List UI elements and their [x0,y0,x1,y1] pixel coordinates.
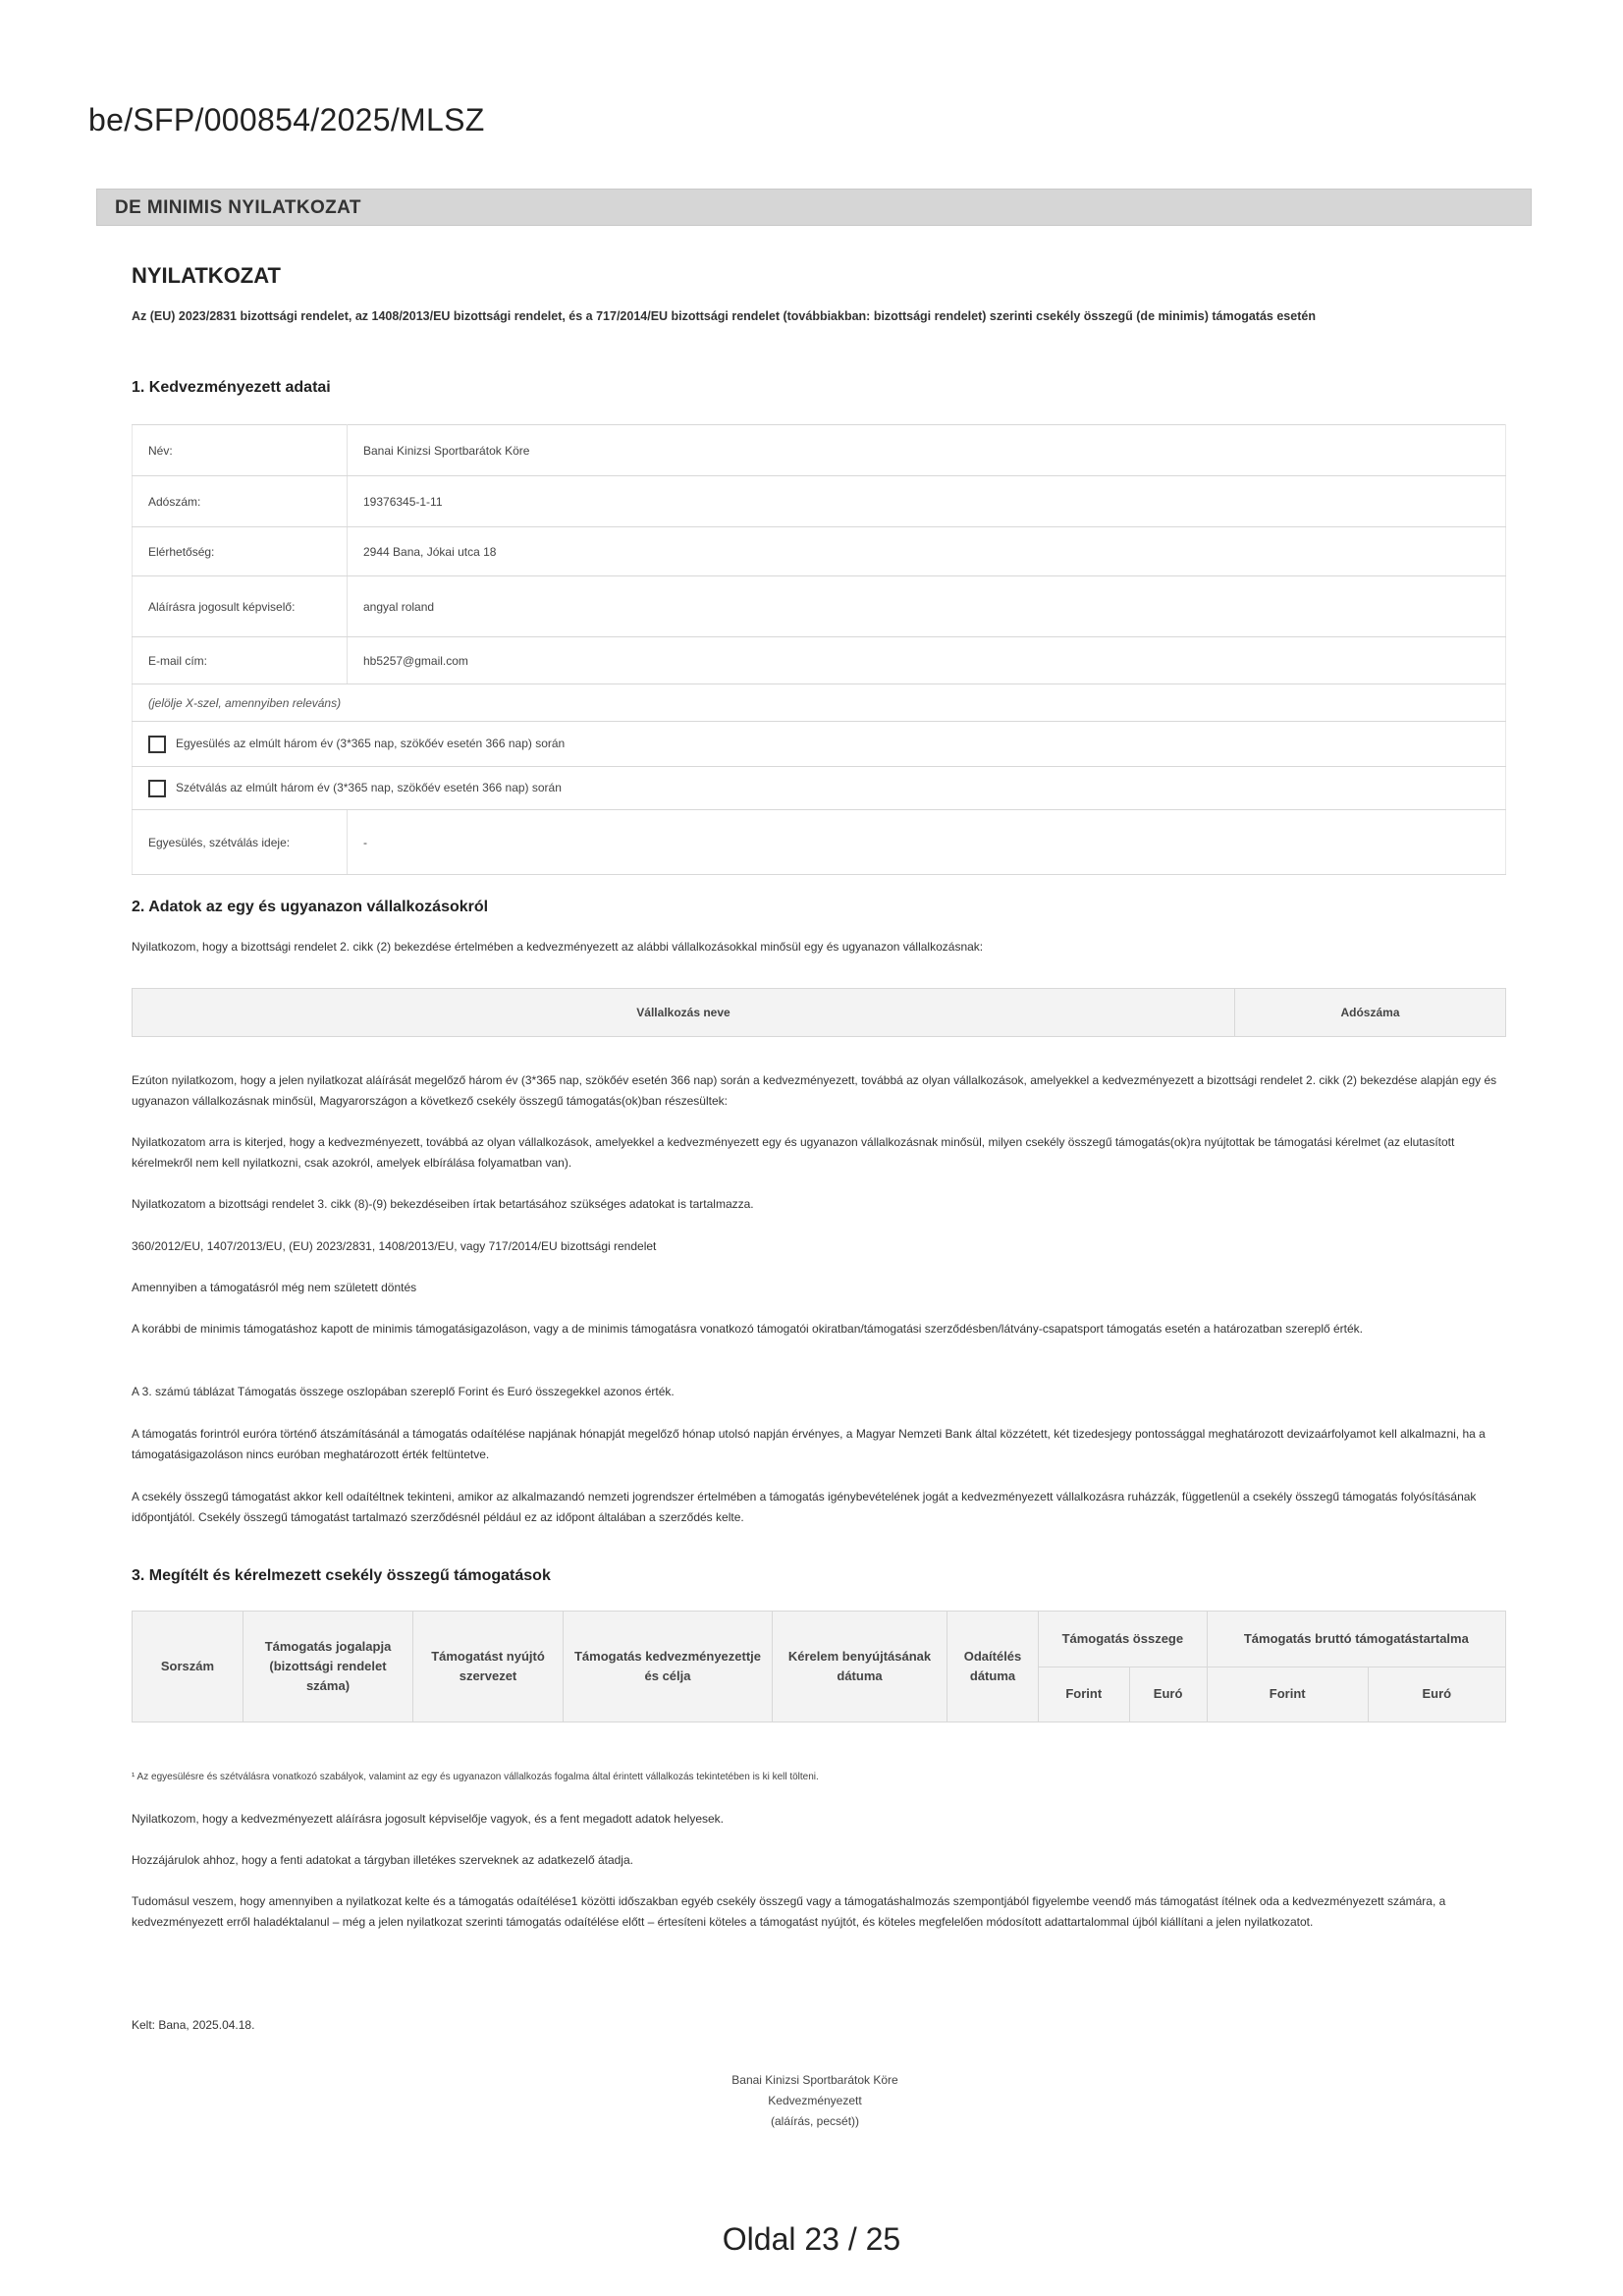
tax-number-label: Adószám: [133,476,348,527]
merger-checkbox-label: Egyesülés az elmúlt három év (3*365 nap, szökőév esetén 366 nap) során [176,736,566,750]
representative-label: Aláírásra jogosult képviselő: [133,576,348,637]
table-row [133,576,1506,637]
table-row [133,527,1506,576]
split-checkbox-label: Szétválás az elmúlt három év (3*365 nap, szökőév esetén 366 nap) során [176,780,562,794]
page-indicator: Oldal 23 / 25 [722,2221,901,2257]
email-value: hb5257@gmail.com [348,637,1506,684]
request-date-header: Kérelem benyújtásának dátuma [773,1612,947,1722]
enterprise-table [132,988,1506,1037]
table-row [133,684,1506,722]
table-header-row [133,1612,1506,1667]
document-id: be/SFP/000854/2025/MLSZ [88,102,485,137]
paragraph-previous-aid: A korábbi de minimis támogatáshoz kapott de minimis támogatásigazoláson, vagy a de minimis támogatásra vonatkozó támogatói okiratban/támogatási szerződésben/látvány-csapatsport támogatás esetén a határozatban szereplő érték. [132,1322,1364,1336]
mark-note: (jelölje X-szel, amennyiben releváns) [133,684,1506,722]
section3-title: 3. Megítélt és kérelmezett csekély összegű támogatások [132,1567,551,1584]
contact-label: Elérhetőség: [133,527,348,576]
form-banner [96,189,1532,226]
closing-representative: Nyilatkozom, hogy a kedvezményezett aláírásra jogosult képviselője vagyok, és a fent megadott adatok helyesek. [132,1812,724,1826]
gross-euro-header: Euró [1368,1667,1505,1722]
contact-value: 2944 Bana, Jókai utca 18 [348,527,1506,576]
paragraph-award-time: A csekély összegű támogatást akkor kell odaítéltnek tekinteni, amikor az alkalmazandó nemzeti jogrendszer értelmében a támogatás igénybevételének jogát a kedvezményezett vállalkozásra ruházzák, függetlenül a csekély összegű támogatás folyósításának időpontjától. Csekély összegű támogatást tartalmazó szerződésnél például ez az időpont általában a szerződés kelte. [132,1490,1477,1524]
support-table [132,1611,1506,1722]
signature-block [589,2070,1041,2132]
merger-date-label: Egyesülés, szétválás ideje: [133,810,348,875]
split-checkbox[interactable] [148,780,166,797]
gross-forint-header: Forint [1207,1667,1368,1722]
merger-option[interactable] [133,722,1506,767]
section2-title: 2. Adatok az egy és ugyanazon vállalkozásokról [132,899,489,915]
gross-header: Támogatás bruttó támogatástartalma [1207,1612,1505,1667]
email-label: E-mail cím: [133,637,348,684]
merger-date-value: - [348,810,1506,875]
main-title: NYILATKOZAT [132,263,281,288]
award-date-header: Odaítélés dátuma [947,1612,1039,1722]
table-row [133,425,1506,476]
name-label: Név: [133,425,348,476]
table-row [133,476,1506,527]
enterprise-name-header: Vállalkozás neve [133,989,1235,1037]
table-row [133,810,1506,875]
section1-title: 1. Kedvezményezett adatai [132,379,331,396]
paragraph-regulations: 360/2012/EU, 1407/2013/EU, (EU) 2023/2831, 1408/2013/EU, vagy 717/2014/EU bizottsági rendelet [132,1239,657,1253]
paragraph-exchange-rate: A támogatás forintról euróra történő átszámításánál a támogatás odaítélése napjának hónapját megelőző hónap utolsó napján érvényes, a Magyar Nemzeti Bank által közzétett, két tizedesjegy pontossággal meghatározott devizaárfolyamot kell alkalmazni, ha a támogatásigazoláson nincs euróban meghatározott érték feltüntetve. [132,1427,1486,1461]
tax-number-value: 19376345-1-11 [348,476,1506,527]
signature-note: (aláírás, pecsét)) [770,2114,860,2128]
amount-forint-header: Forint [1039,1667,1130,1722]
banner-title: DE MINIMIS NYILATKOZAT [115,197,361,218]
merger-checkbox[interactable] [148,736,166,753]
closing-acknowledgement: Tudomásul veszem, hogy amennyiben a nyilatkozat kelte és a támogatás odaítélése1 közötti időszakban egyéb csekély összegű vagy a támogatáshalmozás szempontjából figyelembe veendő más támogatást ítélnek oda a kedvezményezett számára, a kedvezményezett erről haladéktalanul – még a jelen nyilatkozat szerinti támogatás odaítélése előtt – értesíteni köteles a támogatást nyújtót, és köteles megfelelően módosított adattartalommal újból kiállítani a jelen nyilatkozatot. [132,1894,1446,1929]
paragraph-no-decision: Amennyiben a támogatásról még nem született döntés [132,1281,417,1294]
paragraph-article3: Nyilatkozatom a bizottsági rendelet 3. cikk (8)-(9) bekezdéseiben írtak betartásához szükséges adatokat is tartalmazza. [132,1197,754,1211]
amount-header: Támogatás összege [1039,1612,1208,1667]
table-row [133,767,1506,810]
split-option[interactable] [133,767,1506,810]
closing-consent: Hozzájárulok ahhoz, hogy a fenti adatokat a tárgyban illetékes szerveknek az adatkezelő átadja. [132,1853,633,1867]
footnote: ¹ Az egyesülésre és szétválásra vonatkozó szabályok, valamint az egy és ugyanazon vállalkozás fogalma által érintett vállalkozás tekintetében is ki kell tölteni. [132,1772,819,1782]
regulation-subheading: Az (EU) 2023/2831 bizottsági rendelet, az 1408/2013/EU bizottsági rendelet, és a 717/2014/EU bizottsági rendelet (továbbiakban: bizottsági rendelet) szerinti csekély összegű (de minimis) támogatás esetén [132,309,1316,323]
name-value: Banai Kinizsi Sportbarátok Köre [348,425,1506,476]
legal-basis-header: Támogatás jogalapja (bizottsági rendelet száma) [243,1612,413,1722]
provider-header: Támogatást nyújtó szervezet [413,1612,564,1722]
place-date: Kelt: Bana, 2025.04.18. [132,2018,255,2032]
table-header-row [133,989,1506,1037]
section2-intro: Nyilatkozom, hogy a bizottsági rendelet 2. cikk (2) bekezdése értelmében a kedvezményezett az alábbi vállalkozásokkal minősül egy és ugyanazon vállalkozásnak: [132,940,984,954]
serial-header: Sorszám [133,1612,243,1722]
signature-org: Banai Kinizsi Sportbarátok Köre [731,2073,898,2087]
enterprise-tax-header: Adószáma [1235,989,1506,1037]
amount-euro-header: Euró [1129,1667,1207,1722]
representative-value: angyal roland [348,576,1506,637]
paragraph-received-aid: Ezúton nyilatkozom, hogy a jelen nyilatkozat aláírását megelőző három év (3*365 nap, szökőév esetén 366 nap) során a kedvezményezett, továbbá az olyan vállalkozások, amelyekkel a kedvezményezett a bizottsági rendelet 2. cikk (2) bekezdése alapján egy és ugyanazon vállalkozásnak minősül, Magyarországon a következő csekély összegű támogatás(ok)ban részesültek: [132,1073,1497,1108]
signature-role: Kedvezményezett [768,2094,862,2107]
paragraph-table-reference: A 3. számú táblázat Támogatás összege oszlopában szereplő Forint és Euró összegekkel azonos érték. [132,1385,675,1398]
beneficiary-table [132,424,1506,875]
table-row [133,637,1506,684]
paragraph-applications: Nyilatkozatom arra is kiterjed, hogy a kedvezményezett, továbbá az olyan vállalkozások, amelyekkel a kedvezményezett egy és ugyanazon vállalkozásnak minősül, milyen csekély összegű támogatás(ok)ra nyújtottak be támogatási kérelmet (az elutasított kérelmekről nem kell nyilatkozni, csak azokról, amelyek elbírálása folyamatban van). [132,1135,1455,1170]
purpose-header: Támogatás kedvezményezettje és célja [564,1612,773,1722]
table-row [133,722,1506,767]
